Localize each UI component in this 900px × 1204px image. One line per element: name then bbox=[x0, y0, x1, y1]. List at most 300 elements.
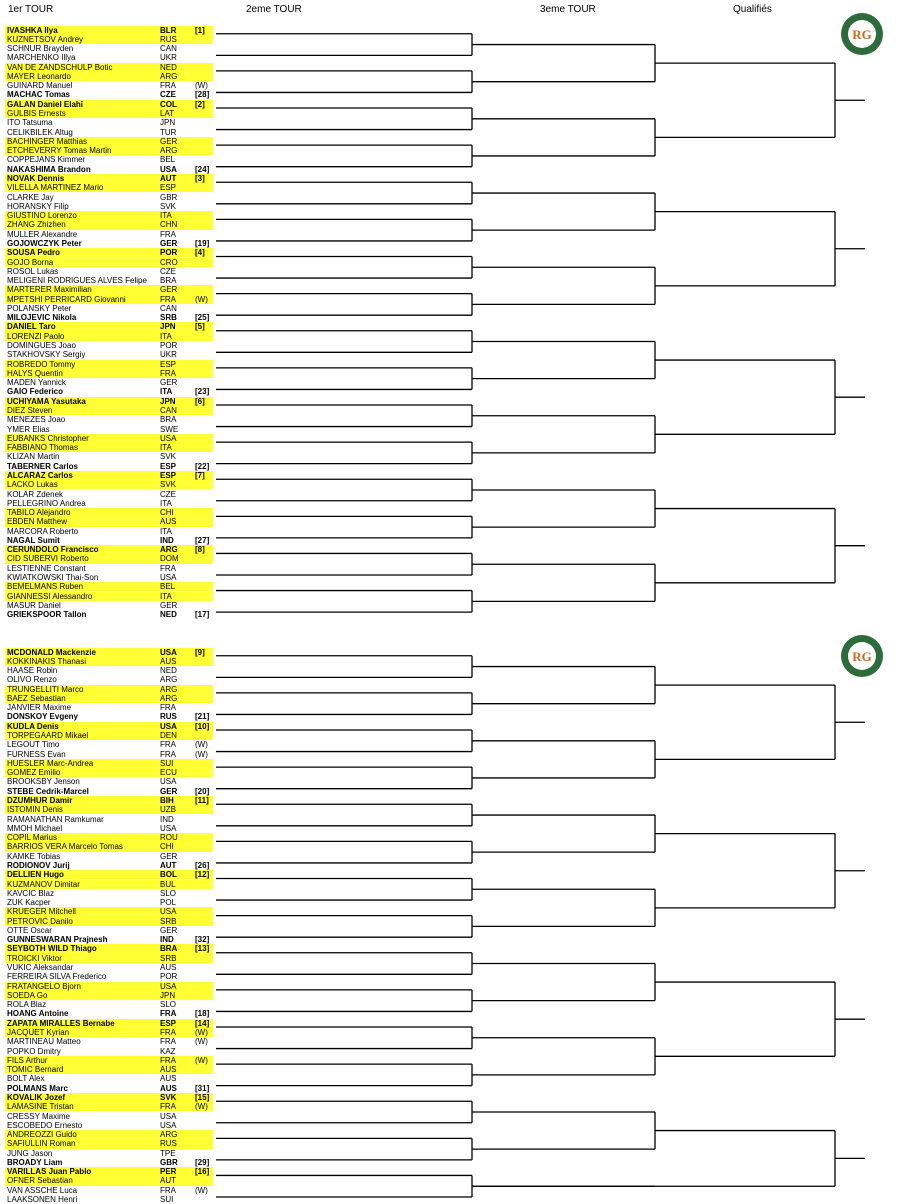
player-row bbox=[5, 1084, 213, 1093]
player-name: PETROVIC Danilo bbox=[7, 916, 73, 926]
player-row bbox=[5, 35, 213, 44]
player-country: SRB bbox=[160, 313, 177, 323]
player-country: IND bbox=[160, 935, 174, 945]
player-name: ALCARAZ Carlos bbox=[7, 470, 73, 480]
player-name: ZHANG Zhizhen bbox=[7, 220, 66, 230]
player-row bbox=[5, 322, 213, 331]
player-country: ITA bbox=[160, 331, 172, 341]
player-country: ITA bbox=[160, 591, 172, 601]
player-row bbox=[5, 443, 213, 452]
player-row bbox=[5, 1065, 213, 1074]
player-country: ESP bbox=[160, 183, 177, 193]
player-name: MASUR Daniel bbox=[7, 600, 61, 610]
player-row bbox=[5, 1186, 213, 1195]
player-seed: [29] bbox=[195, 1157, 210, 1167]
player-country: POR bbox=[160, 972, 178, 982]
roland-garros-logo bbox=[840, 634, 884, 678]
player-country: BRA bbox=[160, 276, 177, 286]
player-name: JACQUET Kyrian bbox=[7, 1027, 70, 1037]
player-row bbox=[5, 926, 213, 935]
player-row bbox=[5, 777, 213, 786]
player-country: AUT bbox=[160, 1176, 176, 1186]
player-name: SEYBOTH WILD Thiago bbox=[7, 944, 97, 954]
player-row bbox=[5, 824, 213, 833]
player-row bbox=[5, 545, 213, 554]
player-row bbox=[5, 1047, 213, 1056]
player-name: SCHNUR Brayden bbox=[7, 44, 74, 54]
player-row bbox=[5, 1037, 213, 1046]
player-row bbox=[5, 53, 213, 62]
player-row bbox=[5, 350, 213, 359]
player-name: GOJO Borna bbox=[7, 257, 54, 267]
player-name: TOMIC Bernard bbox=[7, 1065, 64, 1075]
player-name: ESCOBEDO Ernesto bbox=[7, 1120, 83, 1130]
player-name: NOVAK Dennis bbox=[7, 173, 65, 183]
player-row bbox=[5, 1074, 213, 1083]
player-row bbox=[5, 685, 213, 694]
player-country: ESP bbox=[160, 461, 177, 471]
player-seed: [20] bbox=[195, 786, 210, 796]
player-name: VILELLA MARTINEZ Mario bbox=[7, 183, 104, 193]
player-name: MULLER Alexandre bbox=[7, 229, 78, 239]
player-name: DELLIEN Hugo bbox=[7, 870, 64, 880]
player-name: VUKIC Aleksandar bbox=[7, 963, 74, 973]
player-name: MARCHENKO Illya bbox=[7, 53, 76, 63]
player-name: HUESLER Marc-Andrea bbox=[7, 758, 94, 768]
player-name: EUBANKS Christopher bbox=[7, 433, 89, 443]
player-country: AUT bbox=[160, 860, 177, 870]
player-name: SOEDA Go bbox=[7, 990, 48, 1000]
player-country: TPE bbox=[160, 1148, 176, 1158]
player-row bbox=[5, 740, 213, 749]
player-row bbox=[5, 378, 213, 387]
player-name: CRESSY Maxime bbox=[7, 1111, 70, 1121]
player-row bbox=[5, 81, 213, 90]
player-name: CERUNDOLO Francisco bbox=[7, 545, 99, 555]
player-country: PER bbox=[160, 1167, 177, 1177]
player-row bbox=[5, 648, 213, 657]
player-name: VAN DE ZANDSCHULP Botic bbox=[7, 62, 113, 72]
player-row bbox=[5, 870, 213, 879]
player-row bbox=[5, 917, 213, 926]
player-seed: [22] bbox=[195, 461, 210, 471]
player-name: MPETSHI PERRICARD Giovanni bbox=[7, 294, 126, 304]
player-row bbox=[5, 880, 213, 889]
player-name: TORPEGAARD Mikael bbox=[7, 731, 89, 741]
player-row bbox=[5, 480, 213, 489]
player-name: ETCHEVERRY Tomas Martin bbox=[7, 146, 112, 156]
player-name: HOANG Antoine bbox=[7, 1009, 69, 1019]
player-seed: [2] bbox=[195, 99, 205, 109]
player-row bbox=[5, 183, 213, 192]
player-name: LESTIENNE Constant bbox=[7, 563, 86, 573]
player-name: CID SUBERVI Roberto bbox=[7, 554, 89, 564]
player-row bbox=[5, 750, 213, 759]
player-country: DOM bbox=[160, 554, 179, 564]
player-row bbox=[5, 1149, 213, 1158]
player-row bbox=[5, 248, 213, 257]
player-country: USA bbox=[160, 573, 177, 583]
player-row bbox=[5, 267, 213, 276]
player-row bbox=[5, 258, 213, 267]
player-seed: (W) bbox=[195, 1185, 208, 1195]
player-name: OTTE Oscar bbox=[7, 925, 52, 935]
qualified-header: Qualifiés bbox=[733, 4, 772, 15]
player-name: LAMASINE Tristan bbox=[7, 1102, 74, 1112]
player-seed: [21] bbox=[195, 712, 210, 722]
player-country: IND bbox=[160, 814, 174, 824]
player-seed: [1] bbox=[195, 25, 205, 35]
player-name: STAKHOVSKY Sergiy bbox=[7, 350, 86, 360]
player-name: BARRIOS VERA Marcelo Tomas bbox=[7, 842, 123, 852]
player-country: POL bbox=[160, 898, 177, 908]
player-name: GIANNESSI Alessandro bbox=[7, 591, 93, 601]
player-row bbox=[5, 1167, 213, 1176]
player-country: BOL bbox=[160, 870, 177, 880]
player-name: MMOH Michael bbox=[7, 823, 63, 833]
player-name: YMER Elias bbox=[7, 424, 50, 434]
player-country: FRA bbox=[160, 368, 176, 378]
player-country: ARG bbox=[160, 545, 178, 555]
player-country: POR bbox=[160, 248, 178, 258]
player-country: GER bbox=[160, 851, 178, 861]
player-country: ROU bbox=[160, 833, 178, 843]
player-name: DANIEL Taro bbox=[7, 322, 56, 332]
player-seed: [6] bbox=[195, 396, 205, 406]
player-country: DEN bbox=[160, 731, 177, 741]
player-country: BRA bbox=[160, 944, 178, 954]
player-country: SVK bbox=[160, 452, 177, 462]
player-name: PELLEGRINO Andrea bbox=[7, 498, 86, 508]
player-country: GER bbox=[160, 238, 178, 248]
player-country: GER bbox=[160, 786, 178, 796]
player-seed: [32] bbox=[195, 935, 210, 945]
player-country: CAN bbox=[160, 303, 177, 313]
player-seed: [25] bbox=[195, 313, 210, 323]
player-seed: (W) bbox=[195, 294, 208, 304]
player-country: CRO bbox=[160, 257, 178, 267]
player-country: FRA bbox=[160, 563, 176, 573]
player-country: NED bbox=[160, 610, 177, 620]
player-row bbox=[5, 796, 213, 805]
player-name: BEMELMANS Ruben bbox=[7, 582, 84, 592]
player-country: ARG bbox=[160, 71, 178, 81]
player-country: FRA bbox=[160, 1102, 176, 1112]
player-row bbox=[5, 165, 213, 174]
player-row bbox=[5, 452, 213, 461]
player-country: ITA bbox=[160, 526, 172, 536]
player-country: USA bbox=[160, 721, 177, 731]
player-name: KRUEGER Mitchell bbox=[7, 907, 76, 917]
player-country: BUL bbox=[160, 879, 176, 889]
player-country: GER bbox=[160, 285, 178, 295]
player-name: POLANSKY Peter bbox=[7, 303, 72, 313]
player-row bbox=[5, 666, 213, 675]
player-country: FRA bbox=[160, 229, 176, 239]
player-name: GAIO Federico bbox=[7, 387, 64, 397]
player-country: FRA bbox=[160, 740, 176, 750]
player-name: NAKASHIMA Brandon bbox=[7, 164, 91, 174]
player-country: ITA bbox=[160, 211, 172, 221]
player-row bbox=[5, 815, 213, 824]
player-country: ARG bbox=[160, 146, 178, 156]
player-name: BROADY Liam bbox=[7, 1157, 63, 1167]
player-row bbox=[5, 508, 213, 517]
player-name: KOLAR Zdenek bbox=[7, 489, 64, 499]
player-seed: [17] bbox=[195, 610, 210, 620]
player-name: KAMKE Tobias bbox=[7, 851, 61, 861]
player-country: KAZ bbox=[160, 1046, 176, 1056]
player-name: HAASE Robin bbox=[7, 666, 58, 676]
player-name: KAVCIC Blaz bbox=[7, 888, 54, 898]
player-seed: [5] bbox=[195, 322, 205, 332]
player-seed: [10] bbox=[195, 721, 210, 731]
player-name: RODIONOV Jurij bbox=[7, 860, 70, 870]
player-country: GER bbox=[160, 378, 178, 388]
player-country: BEL bbox=[160, 155, 176, 165]
player-row bbox=[5, 610, 213, 619]
player-row bbox=[5, 861, 213, 870]
player-country: FRA bbox=[160, 1037, 176, 1047]
player-row bbox=[5, 601, 213, 610]
player-name: VAN ASSCHE Luca bbox=[7, 1185, 78, 1195]
player-row bbox=[5, 434, 213, 443]
player-country: BLR bbox=[160, 25, 177, 35]
roland-garros-logo bbox=[840, 12, 884, 56]
player-row bbox=[5, 991, 213, 1000]
player-country: USA bbox=[160, 981, 177, 991]
player-row bbox=[5, 155, 213, 164]
player-name: MARTERER Maximilian bbox=[7, 285, 92, 295]
player-country: AUS bbox=[160, 1074, 177, 1084]
player-name: MARTINEAU Matteo bbox=[7, 1037, 81, 1047]
player-name: FILS Arthur bbox=[7, 1055, 48, 1065]
round3-header: 3eme TOUR bbox=[540, 4, 596, 15]
player-country: USA bbox=[160, 164, 177, 174]
player-country: USA bbox=[160, 433, 177, 443]
player-row bbox=[5, 1009, 213, 1018]
player-country: CHI bbox=[160, 842, 174, 852]
player-name: KWIATKOWSKI Thai-Son bbox=[7, 573, 99, 583]
player-country: USA bbox=[160, 777, 177, 787]
player-row bbox=[5, 787, 213, 796]
player-name: ZAPATA MIRALLES Bernabe bbox=[7, 1018, 115, 1028]
player-country: COL bbox=[160, 99, 177, 109]
player-row bbox=[5, 712, 213, 721]
player-country: RUS bbox=[160, 34, 177, 44]
player-country: CZE bbox=[160, 266, 176, 276]
player-row bbox=[5, 1121, 213, 1130]
player-row bbox=[5, 907, 213, 916]
player-seed: [27] bbox=[195, 535, 210, 545]
player-name: KUDLA Denis bbox=[7, 721, 59, 731]
player-country: ARG bbox=[160, 684, 178, 694]
player-country: GER bbox=[160, 600, 178, 610]
player-row bbox=[5, 1139, 213, 1148]
player-seed: [24] bbox=[195, 164, 210, 174]
player-row bbox=[5, 517, 213, 526]
player-row bbox=[5, 833, 213, 842]
player-country: ESP bbox=[160, 1018, 177, 1028]
player-name: TRUNGELLITI Marco bbox=[7, 684, 84, 694]
player-row bbox=[5, 118, 213, 127]
player-row bbox=[5, 1028, 213, 1037]
player-row bbox=[5, 425, 213, 434]
player-name: MELIGENI RODRIGUES ALVES Felipe bbox=[7, 276, 147, 286]
player-name: ROLA Blaz bbox=[7, 1000, 47, 1010]
player-country: FRA bbox=[160, 1009, 177, 1019]
player-seed: [18] bbox=[195, 1009, 210, 1019]
player-row bbox=[5, 332, 213, 341]
player-name: CLARKE Jay bbox=[7, 192, 54, 202]
player-name: EBDEN Matthew bbox=[7, 517, 68, 527]
player-row bbox=[5, 703, 213, 712]
player-country: USA bbox=[160, 907, 177, 917]
player-row bbox=[5, 137, 213, 146]
player-country: CZE bbox=[160, 489, 176, 499]
player-country: POR bbox=[160, 341, 178, 351]
player-country: ARG bbox=[160, 1130, 178, 1140]
player-seed: (W) bbox=[195, 740, 208, 750]
player-name: MACHAC Tomas bbox=[7, 90, 70, 100]
player-row bbox=[5, 694, 213, 703]
player-name: FERREIRA SILVA Frederico bbox=[7, 972, 107, 982]
player-seed: [8] bbox=[195, 545, 205, 555]
player-row bbox=[5, 63, 213, 72]
player-row bbox=[5, 211, 213, 220]
player-seed: [12] bbox=[195, 870, 210, 880]
player-row bbox=[5, 220, 213, 229]
player-name: SOUSA Pedro bbox=[7, 248, 61, 258]
player-seed: [9] bbox=[195, 647, 205, 657]
player-name: LORENZI Paolo bbox=[7, 331, 65, 341]
player-name: ROBREDO Tommy bbox=[7, 359, 76, 369]
player-row bbox=[5, 295, 213, 304]
player-name: GULBIS Ernests bbox=[7, 109, 66, 119]
player-seed: [28] bbox=[195, 90, 210, 100]
player-country: AUT bbox=[160, 173, 177, 183]
player-country: CAN bbox=[160, 44, 177, 54]
player-country: SVK bbox=[160, 201, 177, 211]
player-row bbox=[5, 657, 213, 666]
player-name: GUINARD Manuel bbox=[7, 81, 73, 91]
player-row bbox=[5, 675, 213, 684]
player-seed: [13] bbox=[195, 944, 210, 954]
player-row bbox=[5, 304, 213, 313]
player-country: BEL bbox=[160, 582, 176, 592]
player-name: COPIL Marius bbox=[7, 833, 57, 843]
round1-header: 1er TOUR bbox=[8, 4, 54, 15]
player-name: JUNG Jason bbox=[7, 1148, 53, 1158]
player-row bbox=[5, 842, 213, 851]
player-name: RAMANATHAN Ramkumar bbox=[7, 814, 104, 824]
player-country: SWE bbox=[160, 424, 179, 434]
player-country: AUS bbox=[160, 1083, 177, 1093]
player-country: AUS bbox=[160, 963, 177, 973]
player-country: FRA bbox=[160, 1185, 176, 1195]
player-row bbox=[5, 341, 213, 350]
player-country: USA bbox=[160, 1120, 177, 1130]
player-row bbox=[5, 972, 213, 981]
player-name: KOVALIK Jozef bbox=[7, 1092, 66, 1102]
player-seed: [19] bbox=[195, 238, 210, 248]
player-country: TUR bbox=[160, 127, 177, 137]
player-name: FRATANGELO Bjorn bbox=[7, 981, 81, 991]
player-country: ESP bbox=[160, 470, 177, 480]
player-row bbox=[5, 276, 213, 285]
player-country: GBR bbox=[160, 1157, 178, 1167]
player-seed: (W) bbox=[195, 81, 208, 91]
player-country: ECU bbox=[160, 768, 177, 778]
player-name: GOJOWCZYK Peter bbox=[7, 238, 82, 248]
player-row bbox=[5, 759, 213, 768]
player-row bbox=[5, 499, 213, 508]
player-name: BROOKSBY Jenson bbox=[7, 777, 80, 787]
player-row bbox=[5, 554, 213, 563]
player-name: TABERNER Carlos bbox=[7, 461, 78, 471]
player-seed: (W) bbox=[195, 1037, 208, 1047]
player-row bbox=[5, 1093, 213, 1102]
player-row bbox=[5, 109, 213, 118]
player-country: UKR bbox=[160, 53, 177, 63]
player-country: JPN bbox=[160, 322, 176, 332]
player-row bbox=[5, 1000, 213, 1009]
player-country: FRA bbox=[160, 1055, 176, 1065]
player-name: HORANSKY Filip bbox=[7, 201, 69, 211]
player-country: NED bbox=[160, 62, 177, 72]
player-country: UKR bbox=[160, 350, 177, 360]
player-name: MILOJEVIC Nikola bbox=[7, 313, 77, 323]
player-row bbox=[5, 146, 213, 155]
player-seed: [4] bbox=[195, 248, 205, 258]
player-name: DZUMHUR Damir bbox=[7, 795, 73, 805]
player-country: ITA bbox=[160, 387, 173, 397]
player-name: ISTOMIN Denis bbox=[7, 805, 63, 815]
player-country: SVK bbox=[160, 480, 177, 490]
player-name: STEBE Cedrik-Marcel bbox=[7, 786, 89, 796]
player-name: OFNER Sebastian bbox=[7, 1176, 73, 1186]
player-country: FRA bbox=[160, 749, 176, 759]
player-row bbox=[5, 592, 213, 601]
player-country: CHN bbox=[160, 220, 178, 230]
player-name: TROICKI Viktor bbox=[7, 953, 62, 963]
player-row bbox=[5, 202, 213, 211]
player-row bbox=[5, 722, 213, 731]
player-country: ARG bbox=[160, 693, 178, 703]
player-country: ITA bbox=[160, 443, 172, 453]
player-row bbox=[5, 360, 213, 369]
player-name: CELIKBILEK Altug bbox=[7, 127, 73, 137]
player-seed: [23] bbox=[195, 387, 210, 397]
player-country: GER bbox=[160, 925, 178, 935]
player-name: GOMEZ Emilio bbox=[7, 768, 61, 778]
player-name: DONSKOY Evgeny bbox=[7, 712, 78, 722]
player-country: FRA bbox=[160, 81, 176, 91]
player-row bbox=[5, 852, 213, 861]
player-name: POLMANS Marc bbox=[7, 1083, 68, 1093]
player-country: USA bbox=[160, 823, 177, 833]
player-name: OLIVO Renzo bbox=[7, 675, 57, 685]
player-name: ROSOL Lukas bbox=[7, 266, 59, 276]
player-name: JANVIER Maxime bbox=[7, 703, 72, 713]
player-row bbox=[5, 415, 213, 424]
player-row bbox=[5, 230, 213, 239]
player-name: MENEZES Joao bbox=[7, 415, 66, 425]
player-name: FURNESS Evan bbox=[7, 749, 66, 759]
player-row bbox=[5, 536, 213, 545]
player-country: SLO bbox=[160, 1000, 177, 1010]
player-name: GRIEKSPOOR Tallon bbox=[7, 610, 87, 620]
